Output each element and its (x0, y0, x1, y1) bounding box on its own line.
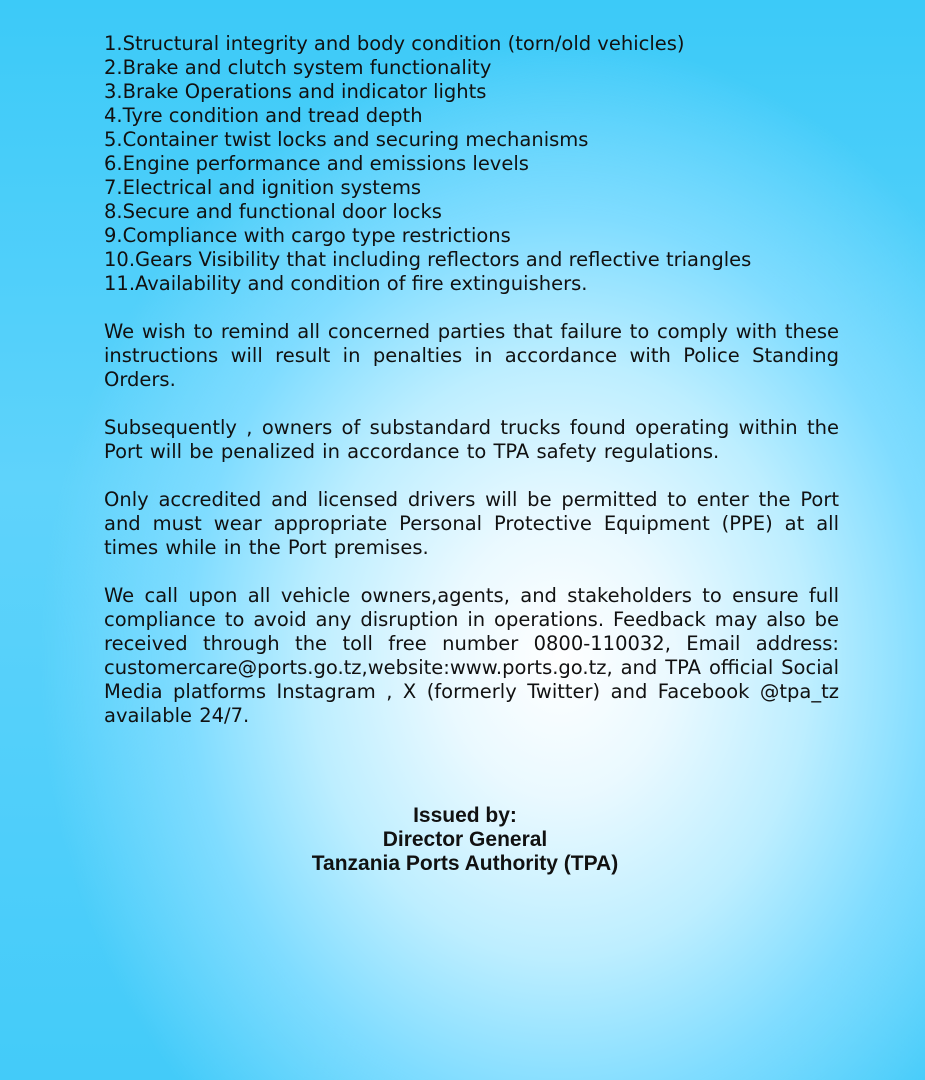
checklist-item: 6.Engine performance and emissions levels (104, 152, 529, 175)
checklist-item: 5.Container twist locks and securing mechanisms (104, 128, 589, 151)
issued-by-label: Issued by: (413, 804, 517, 827)
checklist-item: 7.Electrical and ignition systems (104, 176, 422, 199)
inspection-checklist (104, 32, 839, 296)
substandard-trucks-paragraph: Subsequently , owners of substandard trucks found operating within the Port will be penalized in accordance to TPA safety regulations. (104, 416, 839, 463)
checklist-item: 11.Availability and condition of fire extinguishers. (104, 272, 588, 295)
checklist-item: 10.Gears Visibility that including reflectors and reflective triangles (104, 248, 752, 271)
issued-by-block (0, 804, 925, 876)
issuer-organization: Tanzania Ports Authority (TPA) (311, 852, 619, 875)
checklist-item: 8.Secure and functional door locks (104, 200, 442, 223)
checklist-item: 2.Brake and clutch system functionality (104, 56, 492, 79)
driver-ppe-paragraph: Only accredited and licensed drivers will be permitted to enter the Port and must wear appropriate Personal Protective Equipment (PPE) at all times while in the Port premises. (104, 488, 839, 559)
checklist-item: 3.Brake Operations and indicator lights (104, 80, 487, 103)
checklist-item: 9.Compliance with cargo type restrictions (104, 224, 511, 247)
checklist-item: 4.Tyre condition and tread depth (104, 104, 423, 127)
penalty-reminder-paragraph: We wish to remind all concerned parties that failure to comply with these instructions will result in penalties in accordance with Police Standing Orders. (104, 320, 839, 391)
issuer-title: Director General (382, 828, 548, 851)
checklist-item: 1.Structural integrity and body condition (torn/old vehicles) (104, 32, 685, 55)
notice-body (104, 32, 839, 728)
compliance-contact-paragraph: We call upon all vehicle owners,agents, and stakeholders to ensure full compliance to avoid any disruption in operations. Feedback may also be received through the toll free number 0800-110032, Email address: customercare@ports.go.tz,website:www.ports.go.tz, and TPA official Social Media platforms Instagram , X (formerly Twitter) and Facebook @tpa_tz available 24/7. (104, 584, 839, 727)
